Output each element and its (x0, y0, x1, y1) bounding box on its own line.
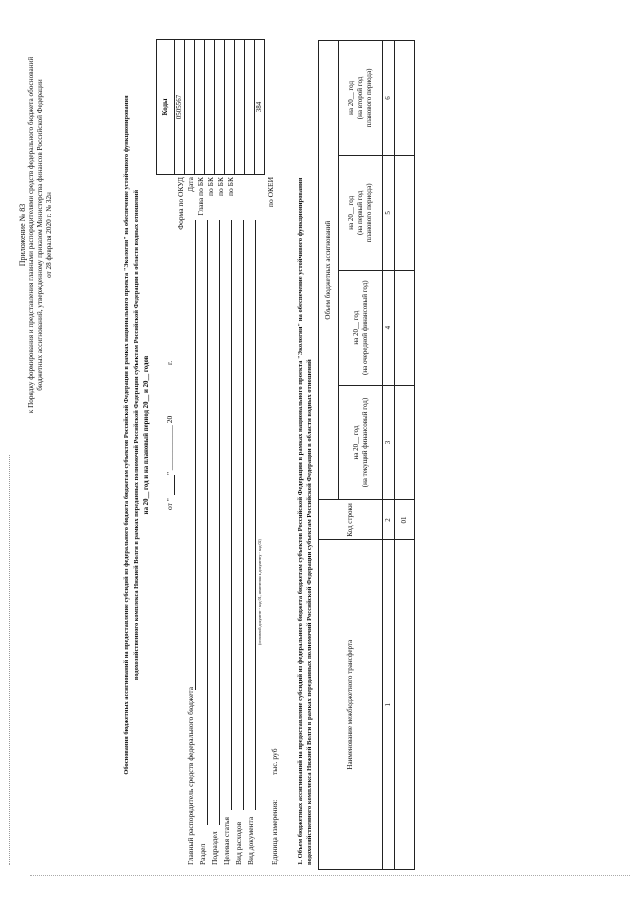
column-number-3: 3 (383, 385, 395, 500)
codes-label-2: Глава по БК (196, 177, 205, 216)
header-year-plan-1: на 20__ год (на первый год планового периода) (339, 155, 383, 270)
codes-label-3: по БК (206, 177, 215, 196)
appendix-number: Приложение № 83 (18, 203, 27, 267)
target-article-label: Целевая статья (222, 817, 231, 865)
codes-header: Коды (157, 40, 175, 175)
header-year-next: на 20__ год (на очередной финансовый год) (339, 270, 383, 385)
table-row (395, 41, 415, 870)
row-transfer-name (395, 540, 415, 870)
row-value-plan-2 (395, 41, 415, 156)
unit-label: Единица измерения: (270, 799, 279, 865)
header-volume: Объем бюджетных ассигнований (319, 41, 339, 500)
codes-table (156, 39, 265, 175)
document-type-note: (основной документ - код 01, изменения к документу - код 02) (257, 539, 262, 645)
document-title-line-3: на 20__ год и на плановый период 20__ и 20__ годов (143, 355, 150, 515)
codes-label-4: по БК (216, 177, 225, 196)
codes-value-okud: 0505567 (175, 40, 185, 175)
codes-value-bk-1 (205, 40, 215, 175)
section-label: Раздел (198, 843, 207, 865)
scan-edge-line-top (9, 455, 10, 865)
appendix-line-3: от 28 февраля 2020 г. № 32н (45, 192, 53, 278)
expense-type-label: Вид расходов (234, 821, 243, 865)
row-value-current (395, 385, 415, 500)
appendix-line-1: к Порядку формирования и представления главными распорядителями средств федерального бюджета обоснований (27, 56, 35, 414)
column-number-1: 1 (383, 540, 395, 870)
codes-label-0: Форма по ОКУД (176, 177, 185, 230)
subsection-label: Подраздел (210, 831, 219, 865)
document-type-label: Вид документа (246, 816, 255, 865)
header-transfer-name: Наименование межбюджетного трансферта (319, 540, 383, 870)
document-title-line-2: водохозяйственного комплекса Нижней Волги в рамках переданных полномочий Российской Федерации субъектам Российской Федерации в области водных отношений (133, 189, 140, 681)
codes-value-empty-1 (235, 40, 245, 175)
unit-value: тыс. руб (270, 748, 279, 775)
codes-value-bk-3 (225, 40, 235, 175)
row-value-next (395, 270, 415, 385)
codes-label-1: Дата (186, 177, 195, 192)
date-prefix: от " (165, 498, 174, 510)
expense-type-line (243, 220, 244, 810)
document-title-line-1: Обоснования бюджетных ассигнований на предоставление субсидий из федерального бюджета бюджетам субъектов Российской Федерации в рамках национального проекта "Экология" на обеспечение устойчивого функционирования (123, 95, 130, 775)
appendix-line-2: бюджетных ассигнований, утвержденному приказом Министерства финансов Российской Федерации (36, 79, 44, 391)
codes-value-chapter (195, 40, 205, 175)
codes-value-okei: 384 (255, 40, 265, 175)
column-number-6: 6 (383, 41, 395, 156)
date-suffix: г. (165, 360, 174, 365)
column-number-2: 2 (383, 500, 395, 540)
codes-value-bk-2 (215, 40, 225, 175)
codes-label-5: по БК (226, 177, 235, 196)
header-year-current: на 20__ год (на текущий финансовый год) (339, 385, 383, 500)
section-1-heading-line-1: 1. Объем бюджетных ассигнований на предоставление субсидий из федерального бюджета бюджетам субъектов Российской Федерации в рамках национального проекта "Экология" на обеспечение устойчивого функционирования (297, 177, 304, 865)
codes-value-empty-2 (245, 40, 255, 175)
column-number-4: 4 (383, 270, 395, 385)
column-number-5: 5 (383, 155, 395, 270)
header-row-code: Код строки (319, 500, 383, 540)
codes-label-8: по ОКЕИ (266, 177, 275, 208)
document-type-line (255, 220, 256, 810)
main-manager-label: Главный распорядитель средств федерального бюджета (186, 686, 195, 865)
date-day-line (174, 475, 175, 495)
row-value-plan-1 (395, 155, 415, 270)
row-code: 01 (395, 500, 415, 540)
section-1-heading-line-2: водохозяйственного комплекса Нижней Волги в рамках переданных полномочий Российской Федерации субъектам Российской Федерации в области водных отношений (306, 359, 313, 865)
header-year-plan-2: на 20__ год (на второй год планового периода) (339, 41, 383, 156)
allocations-table (318, 40, 415, 870)
codes-value-date (185, 40, 195, 175)
date-middle: " ____________ 20 (165, 415, 174, 475)
